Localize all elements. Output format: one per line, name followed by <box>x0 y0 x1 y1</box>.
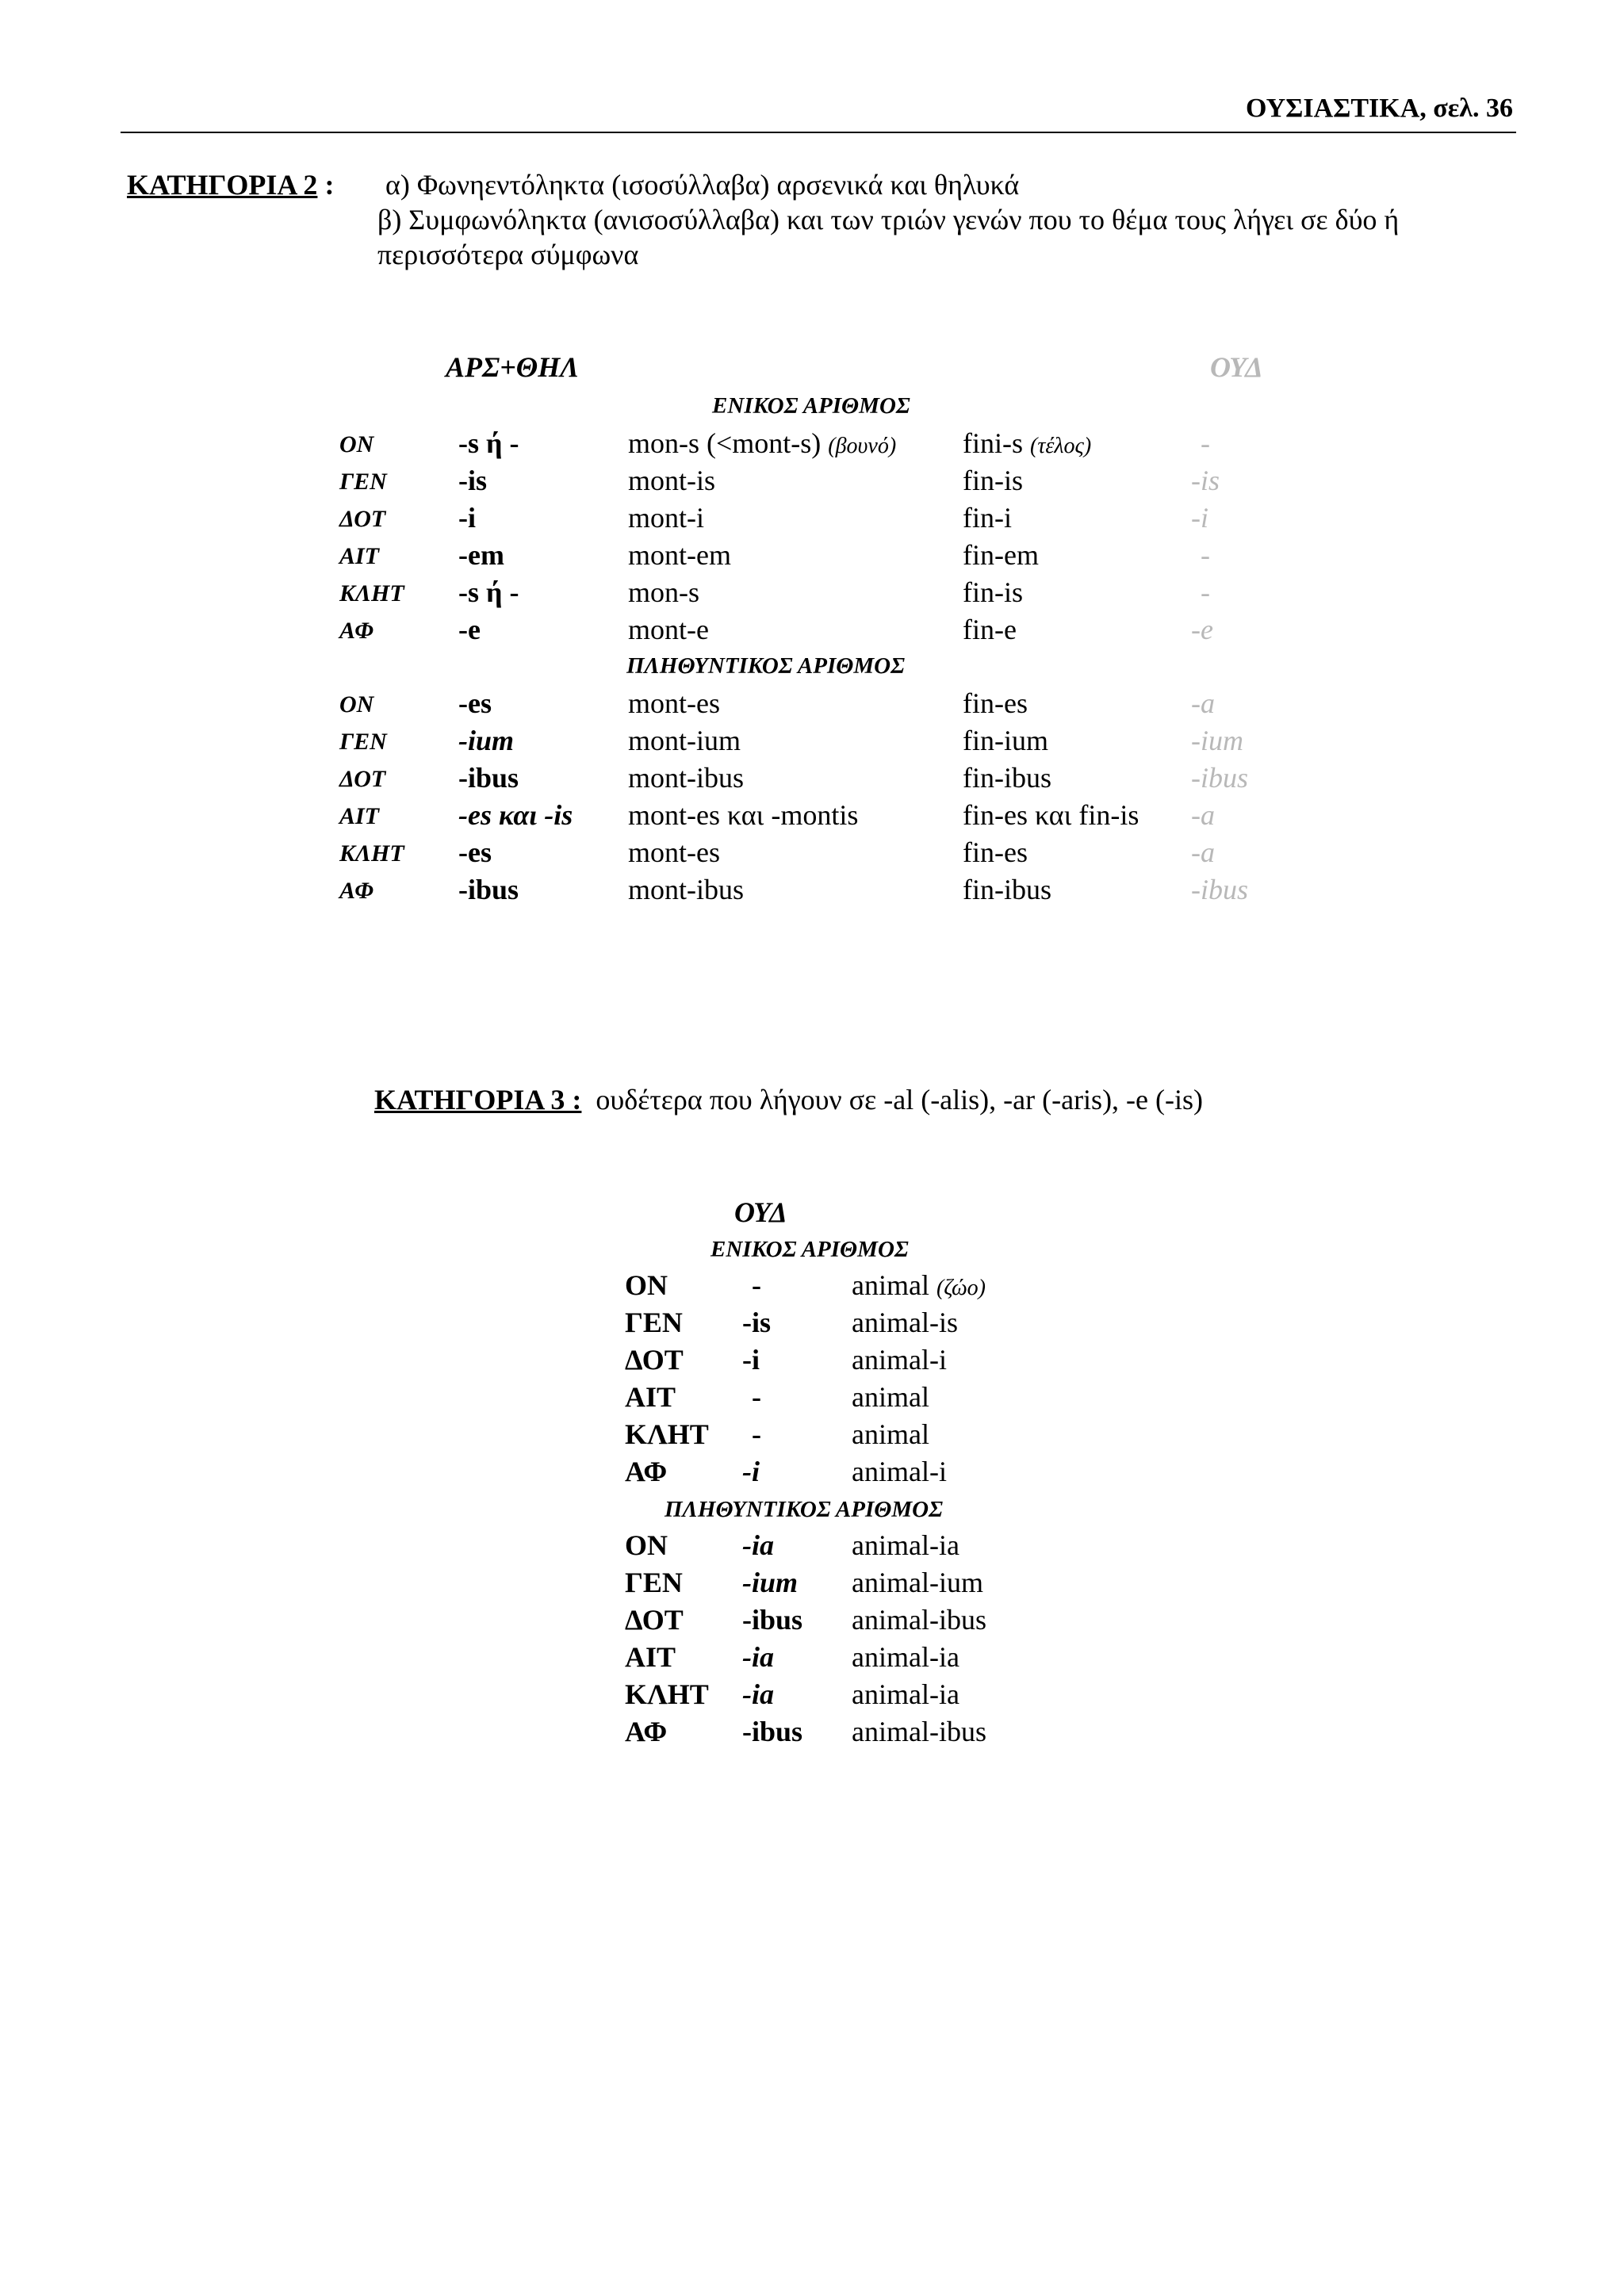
example-1: mont-em <box>628 539 731 571</box>
example-1-text: mon-s (<mont-s) <box>628 427 822 459</box>
example-2: fin-es και fin-is <box>963 799 1139 831</box>
case-label: ΓΕΝ <box>339 729 387 755</box>
example-gloss: (ζώο) <box>936 1276 986 1300</box>
category2-label: ΚΑΤΗΓΟΡΙΑ 2 <box>127 169 318 201</box>
ending: -s ή - <box>458 576 519 608</box>
ending: -ium <box>742 1567 799 1598</box>
case-label: ΟΝ <box>625 1529 668 1561</box>
ending: - <box>752 1418 761 1450</box>
case-label: ΟΝ <box>339 431 374 457</box>
table2-neuter-heading: ΟΥΔ <box>734 1196 787 1228</box>
example-2: fin-ibus <box>963 762 1051 794</box>
example: animal-ibus <box>852 1716 986 1747</box>
example-1: mont-is <box>628 465 716 496</box>
case-label: ΓΕΝ <box>625 1307 683 1338</box>
example-1: mont-e <box>628 614 709 645</box>
ending: -i <box>742 1456 760 1487</box>
ending: -ibus <box>742 1604 803 1636</box>
case-label: ΑΦ <box>339 878 373 904</box>
example: animal-ia <box>852 1529 959 1561</box>
ending: -ibus <box>458 874 519 905</box>
running-head: ΟΥΣΙΑΣΤΙΚΑ, σελ. 36 <box>1246 94 1513 123</box>
example <box>852 1269 986 1302</box>
example: animal-is <box>852 1307 958 1338</box>
example-1: mont-i <box>628 502 704 534</box>
example-1: mont-es <box>628 836 720 868</box>
ending: -s ή - <box>458 427 519 459</box>
plural-heading: ΠΛΗΘΥΝΤΙΚΟΣ ΑΡΙΘΜΟΣ <box>626 653 906 679</box>
example: animal <box>852 1381 929 1413</box>
ending: -i <box>458 502 476 534</box>
example-2-text: fini-s <box>963 427 1023 459</box>
ending: -e <box>458 614 481 645</box>
category2-line-c: περισσότερα σύμφωνα <box>377 239 639 270</box>
case-label: ΚΛΗΤ <box>625 1418 709 1450</box>
example-2: fin-is <box>963 465 1023 496</box>
neuter-ending: - <box>1201 576 1210 608</box>
category2-title <box>127 168 334 201</box>
neuter-ending: -a <box>1191 836 1215 868</box>
neuter-ending: -a <box>1191 687 1215 719</box>
singular-heading: ΕΝΙΚΟΣ ΑΡΙΘΜΟΣ <box>712 393 910 419</box>
ending: -ia <box>742 1678 774 1710</box>
category2-line-b: β) Συμφωνόληκτα (ανισοσύλλαβα) και των τριών γενών που το θέμα τους λήγει σε δύο ή <box>377 204 1400 235</box>
neuter-ending: -a <box>1191 799 1215 831</box>
ending: -is <box>742 1307 771 1338</box>
example-1: mont-ium <box>628 725 741 756</box>
neuter-ending: - <box>1201 539 1210 571</box>
neuter-ending: -is <box>1191 465 1220 496</box>
case-label: ΑΙΤ <box>625 1381 676 1413</box>
example: animal-ibus <box>852 1604 986 1636</box>
category3-label: ΚΑΤΗΓΟΡΙΑ 3 : <box>374 1084 582 1115</box>
example: animal-ia <box>852 1641 959 1673</box>
case-label: ΑΦ <box>339 618 373 644</box>
case-label: ΑΦ <box>625 1456 668 1487</box>
case-label: ΟΝ <box>625 1269 668 1301</box>
example: animal <box>852 1418 929 1450</box>
example-2: fin-is <box>963 576 1023 608</box>
case-label: ΚΛΗΤ <box>339 840 404 867</box>
neuter-ending: -e <box>1191 614 1213 645</box>
ending: -em <box>458 539 504 571</box>
neuter-ending: -i <box>1191 502 1208 534</box>
case-label: ΑΦ <box>625 1716 668 1747</box>
example-1: mont-es <box>628 687 720 719</box>
example-1: mont-ibus <box>628 874 745 905</box>
case-label: ΓΕΝ <box>339 469 387 495</box>
case-label: ΑΙΤ <box>625 1641 676 1673</box>
ending: -ium <box>458 725 515 756</box>
example-2: fin-es <box>963 836 1028 868</box>
example-2: fin-es <box>963 687 1028 719</box>
masc-fem-heading: ΑΡΣ+ΘΗΛ <box>446 351 580 383</box>
ending: -es <box>458 687 492 719</box>
header-rule <box>121 132 1516 133</box>
example-1: mon-s <box>628 576 699 608</box>
example-2: fin-ium <box>963 725 1048 756</box>
case-label: ΔΟΤ <box>339 506 386 532</box>
category3-text: ουδέτερα που λήγουν σε -al (-alis), -ar (-aris), -e (-is) <box>596 1084 1204 1115</box>
ending: -ibus <box>458 762 519 794</box>
ending: - <box>752 1269 761 1301</box>
case-label: ΔΟΤ <box>339 766 386 792</box>
case-label: ΚΛΗΤ <box>625 1678 709 1710</box>
example-1: mont-es και -montis <box>628 799 859 831</box>
case-label: ΚΛΗΤ <box>339 580 404 607</box>
table2-singular-heading: ΕΝΙΚΟΣ ΑΡΙΘΜΟΣ <box>710 1237 909 1262</box>
example: animal-ia <box>852 1678 959 1710</box>
ending: -ibus <box>742 1716 803 1747</box>
neuter-ending: -ium <box>1191 725 1243 756</box>
example-2: fin-ibus <box>963 874 1051 905</box>
ending: -ia <box>742 1641 774 1673</box>
example: animal-i <box>852 1344 947 1376</box>
example: animal-i <box>852 1456 947 1487</box>
case-label: ΑΙΤ <box>339 543 380 569</box>
ending: -ia <box>742 1529 774 1561</box>
case-label: ΟΝ <box>339 691 374 718</box>
ending: -es <box>458 836 492 868</box>
example-1-gloss: (βουνό) <box>828 434 897 458</box>
example-2-gloss: (τέλος) <box>1030 434 1092 458</box>
case-label: ΓΕΝ <box>625 1567 683 1598</box>
neuter-heading: ΟΥΔ <box>1210 351 1263 383</box>
example-1: mont-ibus <box>628 762 745 794</box>
example-1 <box>628 427 896 460</box>
example: animal-ium <box>852 1567 983 1598</box>
example-2: fin-em <box>963 539 1039 571</box>
ending: -is <box>458 465 487 496</box>
neuter-ending: -ibus <box>1191 762 1248 794</box>
category3-heading <box>374 1083 1203 1116</box>
case-label: ΔΟΤ <box>625 1604 684 1636</box>
table2-plural-heading: ΠΛΗΘΥΝΤΙΚΟΣ ΑΡΙΘΜΟΣ <box>665 1497 944 1522</box>
category2-colon: : <box>324 169 335 201</box>
example-2 <box>963 427 1091 460</box>
case-label: ΑΙΤ <box>339 803 380 829</box>
ending: -es και -is <box>458 799 573 831</box>
example-text: animal <box>852 1269 929 1301</box>
neuter-ending: -ibus <box>1191 874 1248 905</box>
ending: -i <box>742 1344 760 1376</box>
category2-line-a: α) Φωνηεντόληκτα (ισοσύλλαβα) αρσενικά και θηλυκά <box>385 169 1020 201</box>
example-2: fin-e <box>963 614 1017 645</box>
ending: - <box>752 1381 761 1413</box>
example-2: fin-i <box>963 502 1012 534</box>
case-label: ΔΟΤ <box>625 1344 684 1376</box>
neuter-ending: - <box>1201 427 1210 459</box>
